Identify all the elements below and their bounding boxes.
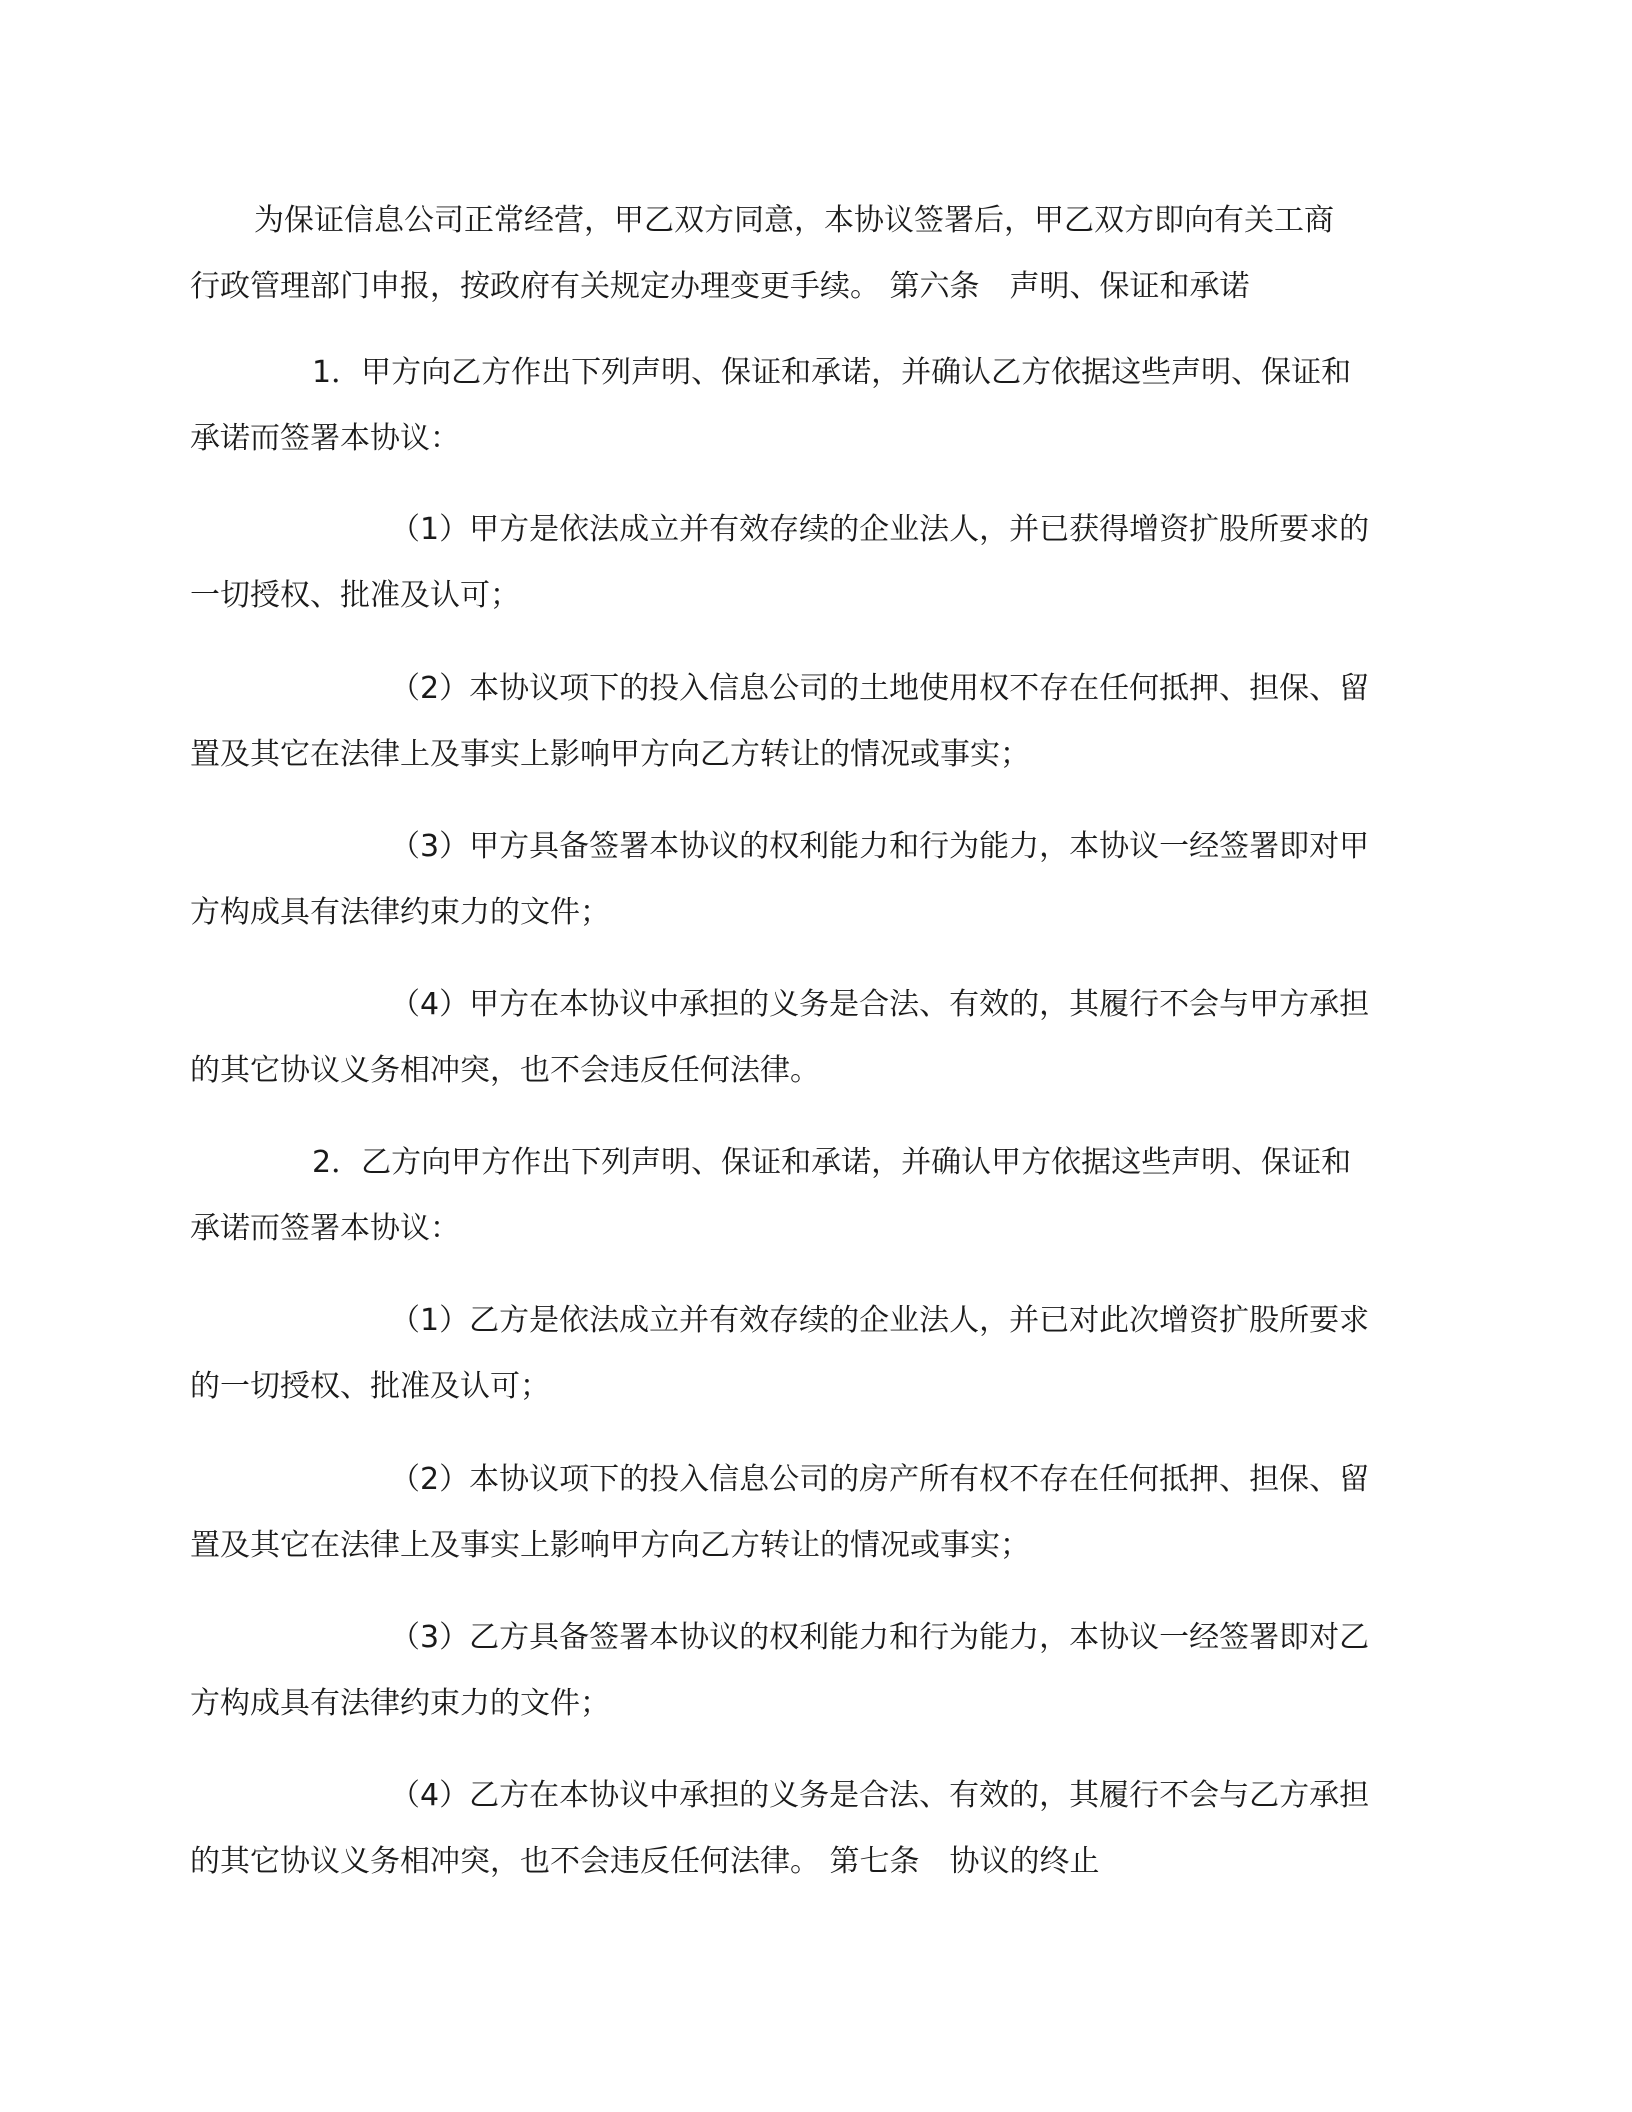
paragraph-party-a-item-1 bbox=[190, 497, 1420, 629]
text-line: 承诺而签署本协议： bbox=[190, 1211, 460, 1246]
paragraph-party-a-item-3 bbox=[190, 814, 1420, 946]
text-line: 置及其它在法律上及事实上影响甲方向乙方转让的情况或事实； bbox=[190, 1528, 1030, 1563]
text-line: 的其它协议义务相冲突，也不会违反任何法律。 第七条 协议的终止 bbox=[190, 1844, 1100, 1879]
text-line: 方构成具有法律约束力的文件； bbox=[190, 895, 610, 930]
paragraph-party-b-item-4 bbox=[190, 1763, 1420, 1895]
text-line: 1．甲方向乙方作出下列声明、保证和承诺，并确认乙方依据这些声明、保证和 bbox=[312, 355, 1352, 390]
paragraph-party-a-item-4 bbox=[190, 972, 1420, 1104]
text-line: （2）本协议项下的投入信息公司的土地使用权不存在任何抵押、担保、留 bbox=[390, 671, 1370, 706]
text-line: 为保证信息公司正常经营，甲乙双方同意，本协议签署后，甲乙双方即向有关工商 bbox=[254, 203, 1334, 238]
text-line: （2）本协议项下的投入信息公司的房产所有权不存在任何抵押、担保、留 bbox=[390, 1462, 1370, 1497]
text-line: 行政管理部门申报，按政府有关规定办理变更手续。 第六条 声明、保证和承诺 bbox=[190, 269, 1250, 304]
text-line: 的一切授权、批准及认可； bbox=[190, 1369, 550, 1404]
text-line: （1）甲方是依法成立并有效存续的企业法人，并已获得增资扩股所要求的 bbox=[390, 512, 1370, 547]
paragraph-party-b-item-3 bbox=[190, 1605, 1420, 1737]
text-line: （3）甲方具备签署本协议的权利能力和行为能力，本协议一经签署即对甲 bbox=[390, 829, 1370, 864]
text-line: 置及其它在法律上及事实上影响甲方向乙方转让的情况或事实； bbox=[190, 737, 1030, 772]
paragraph-party-b-item-2 bbox=[190, 1447, 1420, 1579]
text-line: 承诺而签署本协议： bbox=[190, 421, 460, 456]
text-line: 一切授权、批准及认可； bbox=[190, 578, 520, 613]
text-line: 的其它协议义务相冲突，也不会违反任何法律。 bbox=[190, 1053, 820, 1088]
text-line: 2．乙方向甲方作出下列声明、保证和承诺，并确认甲方依据这些声明、保证和 bbox=[312, 1145, 1352, 1180]
paragraph-registration bbox=[190, 188, 1420, 320]
text-line: （1）乙方是依法成立并有效存续的企业法人，并已对此次增资扩股所要求 bbox=[390, 1303, 1370, 1338]
text-line: （4）甲方在本协议中承担的义务是合法、有效的，其履行不会与甲方承担 bbox=[390, 987, 1370, 1022]
text-line: （3）乙方具备签署本协议的权利能力和行为能力，本协议一经签署即对乙 bbox=[390, 1620, 1370, 1655]
paragraph-party-a-item-2 bbox=[190, 656, 1420, 788]
paragraph-party-b-intro bbox=[190, 1130, 1420, 1262]
text-line: 方构成具有法律约束力的文件； bbox=[190, 1686, 610, 1721]
paragraph-party-b-item-1 bbox=[190, 1288, 1420, 1420]
paragraph-party-a-intro bbox=[190, 340, 1420, 472]
text-line: （4）乙方在本协议中承担的义务是合法、有效的，其履行不会与乙方承担 bbox=[390, 1778, 1370, 1813]
